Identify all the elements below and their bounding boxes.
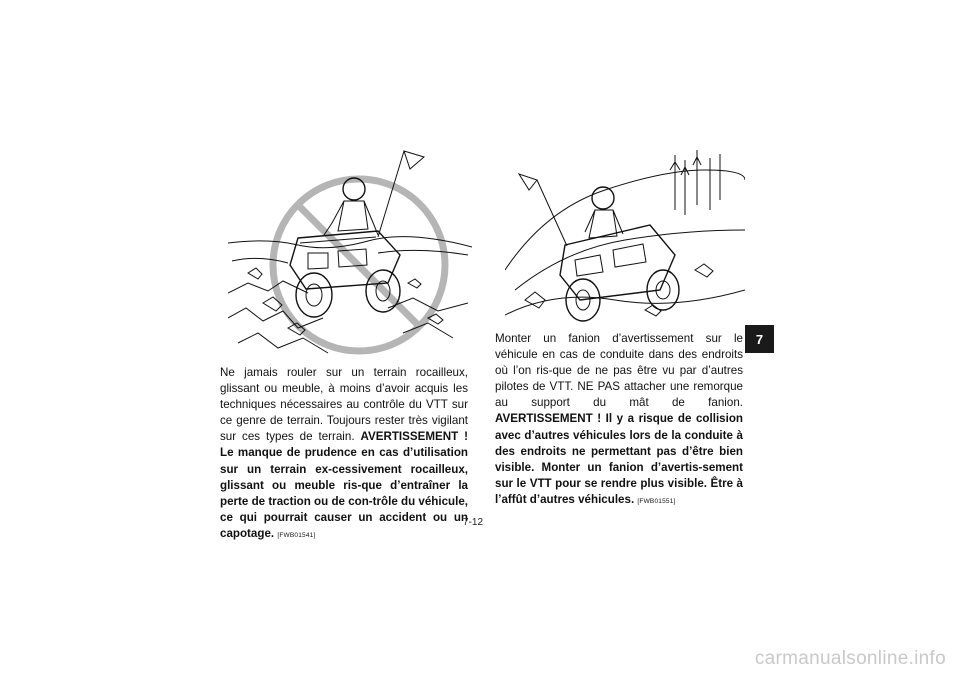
right-warning-text: AVERTISSEMENT ! Il y a risque de collision avec d’autres véhicules lors de la conduite à des endroits ne permettant pas d’être bien visible. Monter un fanion d’avertis-sement sur le VTT pour se rendre plus visible. Être à l’affût d’autres véhicules. bbox=[495, 412, 743, 506]
left-instruction-text: Ne jamais rouler sur un terrain rocailleux, glissant ou meuble, à moins d’avoir acquis les techniques nécessaires au contrôle du VTT sur ce genre de terrain. Toujours rester très vigilant sur ces types de terrain. bbox=[220, 366, 468, 444]
left-warning-code: [FWB01541] bbox=[277, 531, 316, 539]
left-text-column bbox=[220, 365, 468, 544]
atv-rocky-terrain-illustration bbox=[228, 143, 472, 361]
right-warning-code: [FWB01551] bbox=[637, 497, 676, 505]
right-text-column bbox=[495, 331, 743, 510]
chapter-tab: 7 bbox=[745, 325, 774, 353]
page-number: 7-12 bbox=[463, 517, 484, 528]
atv-warning-flag-illustration bbox=[505, 150, 745, 330]
watermark: carmanualsonline.info bbox=[754, 648, 946, 669]
right-instruction-text: Monter un fanion d’avertissement sur le véhicule en cas de conduite dans des endroits où l’on ris-que de ne pas être vu par d’autres pilotes de VTT. NE PAS attacher une remorque au support du mât de fanion. bbox=[495, 332, 743, 410]
left-warning-text: AVERTISSEMENT ! Le manque de prudence en cas d’utilisation sur un terrain ex-cessivement rocailleux, glissant ou meuble ris-que d’entraîner la perte de traction ou de con-trôle du véhicule, ce qui pourrait causer un accident ou un capotage. bbox=[220, 430, 469, 540]
